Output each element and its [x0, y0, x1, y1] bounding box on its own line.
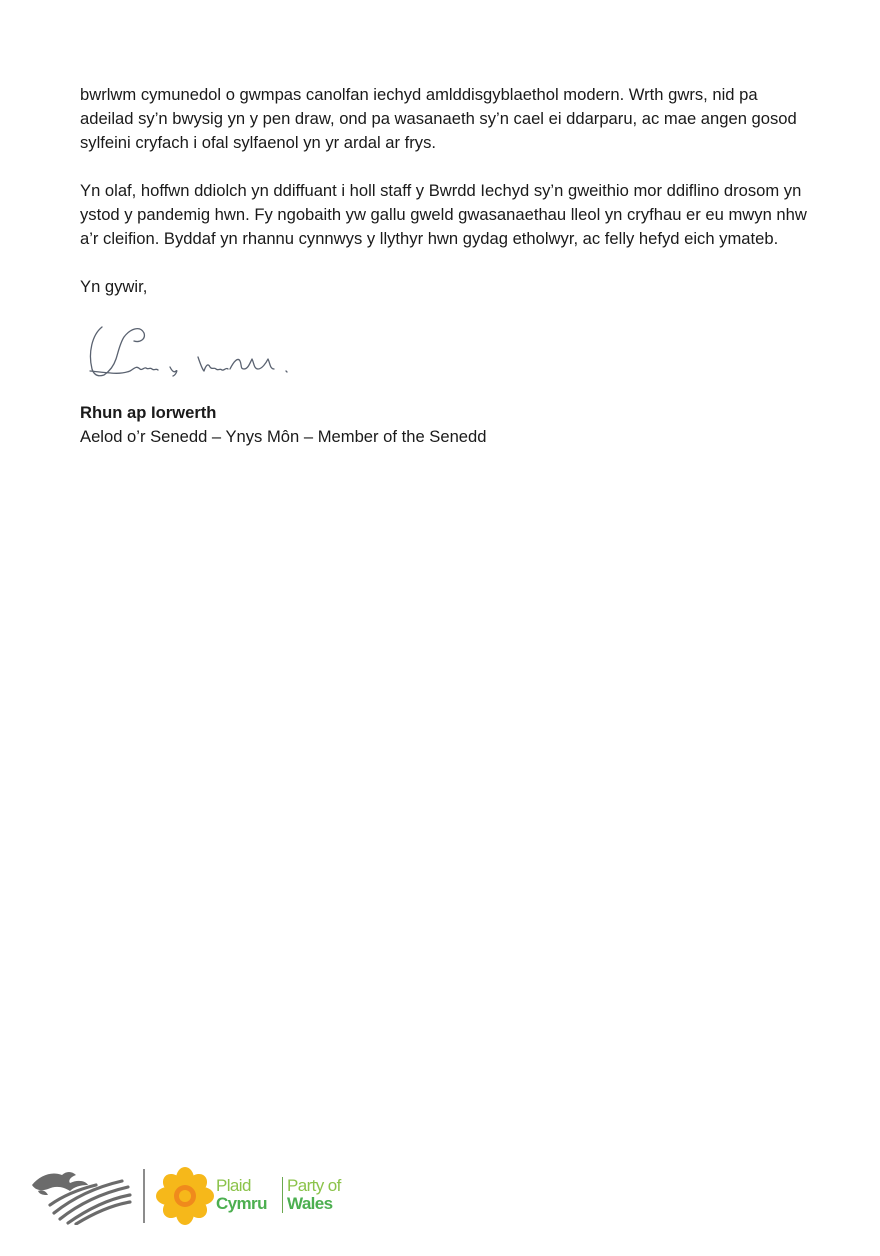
signatory-role: Aelod o’r Senedd – Ynys Môn – Member of the Senedd [80, 427, 487, 446]
brand-english [282, 1177, 341, 1213]
brand-en-line1: Party of [287, 1176, 341, 1195]
signatory-name: Rhun ap Iorwerth [80, 403, 217, 422]
plaid-cymru-logo [30, 1165, 360, 1227]
letter-paragraph-2: Yn olaf, hoffwn ddiolch yn ddiffuant i holl staff y Bwrdd Iechyd sy’n gweithio mor ddiflino drosom yn ystod y pandemig hwn. Fy ngobaith yw gallu gweld gwasanaethau lleol yn cryfhau er eu mwyn nhw a’r cleifion. Byddaf yn rhannu cynnwys y llythyr hwn gydag etholwyr, ac felly hefyd eich ymateb. [80, 181, 807, 248]
brand-welsh [216, 1177, 267, 1213]
letter-closing: Yn gywir, [80, 277, 148, 296]
letter-body [80, 83, 810, 449]
brand-en-line2: Wales [287, 1194, 333, 1213]
daffodil-icon [156, 1167, 214, 1225]
letter-paragraph-1: bwrlwm cymunedol o gwmpas canolfan iechyd amlddisgyblaethol modern. Wrth gwrs, nid pa adeilad sy’n bwysig yn y pen draw, ond pa wasanaeth sy’n cael ei ddarparu, ac mae angen gosod sylfeini cryfach i ofal sylfaenol yn yr ardal ar frys. [80, 85, 797, 152]
brand-cy-line1: Plaid [216, 1176, 251, 1195]
brand-cy-line2: Cymru [216, 1194, 267, 1213]
logo-divider [143, 1169, 145, 1223]
handwritten-signature [80, 313, 310, 393]
dragon-logo-icon [30, 1167, 132, 1225]
